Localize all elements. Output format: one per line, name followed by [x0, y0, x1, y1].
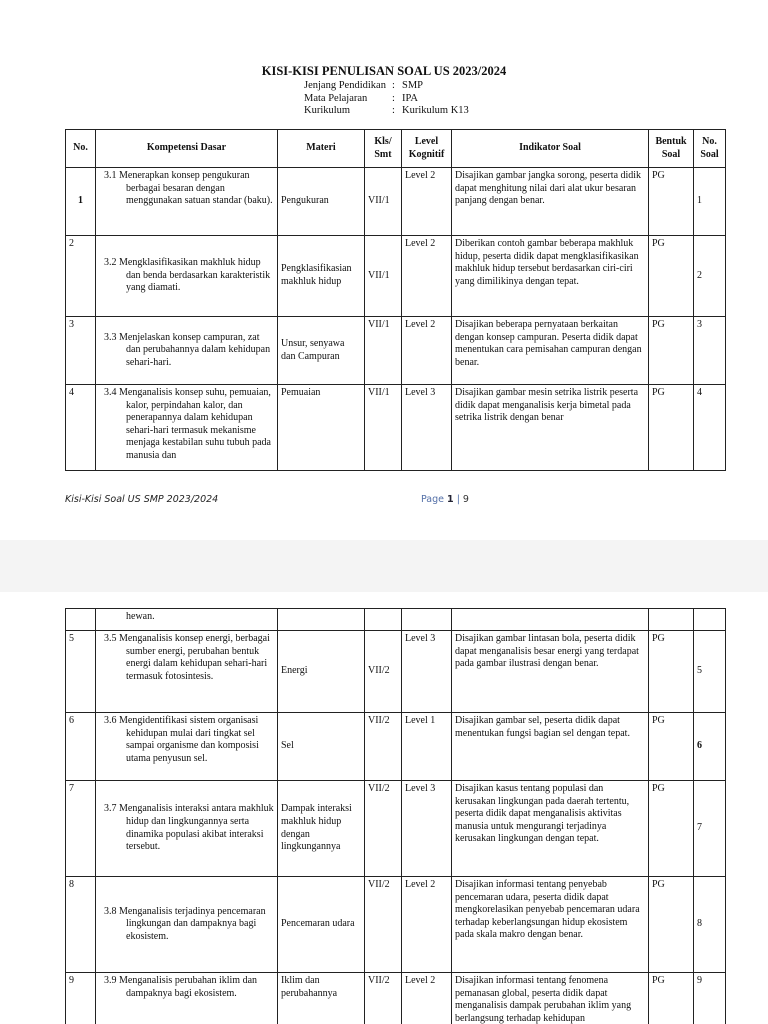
cell-materi: Pengukuran — [278, 168, 365, 236]
header-kls: Kls/ Smt — [365, 130, 402, 168]
cell-materi: Energi — [278, 631, 365, 713]
table-row — [66, 631, 726, 713]
cell-level: Level 3 — [402, 781, 452, 877]
footer-page-total: 9 — [462, 494, 469, 505]
header-materi: Materi — [278, 130, 365, 168]
cell-level: Level 2 — [402, 877, 452, 973]
meta-colon: : — [392, 105, 395, 116]
cell-no: 8 — [66, 877, 96, 973]
table-row — [66, 713, 726, 781]
cell-kd: 3.7 Menganalisis interaksi antara makhluk hidup dan lingkungannya serta dinamika populasi akibat interaksi tersebut. — [96, 781, 278, 877]
header-no: No. — [66, 130, 96, 168]
cell-bentuk: PG — [649, 713, 694, 781]
meta-colon: : — [392, 92, 395, 104]
table-row — [66, 781, 726, 877]
cell-materi: Unsur, senyawa dan Campuran — [278, 317, 365, 385]
cell-bentuk: PG — [649, 781, 694, 877]
cell-kls: VII/2 — [365, 631, 402, 713]
header-kd: Kompetensi Dasar — [96, 130, 278, 168]
cell-no: 6 — [66, 713, 96, 781]
table-row — [66, 877, 726, 973]
cell-kd: 3.9 Menganalisis perubahan iklim dan dampaknya bagi ekosistem. — [96, 973, 278, 1024]
cell-level: Level 2 — [402, 168, 452, 236]
cell-indikator — [452, 609, 649, 631]
cell-nosoal: 2 — [694, 236, 726, 317]
meta-key: Jenjang Pendidikan — [304, 80, 386, 91]
cell-kls: VII/1 — [365, 385, 402, 471]
cell-kls: VII/2 — [365, 713, 402, 781]
table-row — [66, 973, 726, 1024]
cell-nosoal: 9 — [694, 973, 726, 1024]
cell-indikator: Disajikan gambar mesin setrika listrik peserta didik dapat menganalisis kerja bimetal pada setrika listrik dengan benar — [452, 385, 649, 471]
cell-kls: VII/2 — [365, 781, 402, 877]
cell-level: Level 3 — [402, 385, 452, 471]
cell-kd: 3.8 Menganalisis terjadinya pencemaran lingkungan dan dampaknya bagi ekosistem. — [96, 877, 278, 973]
cell-materi: Sel — [278, 713, 365, 781]
cell-level: Level 3 — [402, 631, 452, 713]
cell-level: Level 1 — [402, 713, 452, 781]
meta-value: SMP — [402, 80, 424, 91]
cell-kls: VII/2 — [365, 877, 402, 973]
cell-kls: VII/2 — [365, 973, 402, 1024]
meta-row-mapel — [304, 93, 469, 106]
meta-colon: : — [392, 80, 395, 91]
cell-nosoal: 3 — [694, 317, 726, 385]
footer-document-name: Kisi-Kisi Soal US SMP 2023/2024 — [65, 494, 219, 505]
cell-nosoal: 7 — [694, 781, 726, 877]
cell-nosoal: 6 — [694, 713, 726, 781]
cell-level: Level 2 — [402, 317, 452, 385]
cell-materi: Iklim dan perubahannya — [278, 973, 365, 1024]
cell-materi: Pencemaran udara — [278, 877, 365, 973]
footer-page-word: Page — [421, 494, 444, 505]
cell-indikator: Disajikan informasi tentang fenomena pemanasan global, peserta didik dapat menganalisis dampak perubahan iklim yang berlangsung terhadap kehidupan — [452, 973, 649, 1024]
cell-bentuk: PG — [649, 317, 694, 385]
table-row — [66, 168, 726, 236]
cell-kd: 3.2 Mengklasifikasikan makhluk hidup dan benda berdasarkan karakteristik yang diamati. — [96, 236, 278, 317]
cell-bentuk: PG — [649, 877, 694, 973]
footer-page-current: 1 — [447, 494, 454, 505]
cell-kd: hewan. — [96, 609, 278, 631]
cell-materi — [278, 609, 365, 631]
cell-kd: 3.5 Menganalisis konsep energi, berbagai sumber energi, perubahan bentuk energi dalam kehidupan sehari-hari termasuk fotosintesis. — [96, 631, 278, 713]
cell-bentuk: PG — [649, 236, 694, 317]
table-row — [66, 317, 726, 385]
cell-kd: 3.6 Mengidentifikasi sistem organisasi kehidupan mulai dari tingkat sel sampai organisme dan komposisi utama penyusun sel. — [96, 713, 278, 781]
cell-indikator: Disajikan gambar lintasan bola, peserta didik dapat menganalisis besar energi yang terdapat pada gambar ilustrasi dengan benar. — [452, 631, 649, 713]
table-header-row — [66, 130, 726, 168]
cell-kls — [365, 609, 402, 631]
cell-indikator: Disajikan beberapa pernyataan berkaitan dengan konsep campuran. Peserta didik dapat menentukan cara pemisahan campuran dengan benar. — [452, 317, 649, 385]
meta-value: Kurikulum K13 — [402, 105, 469, 116]
cell-kd: 3.1 Menerapkan konsep pengukuran berbagai besaran dengan menggunakan satuan standar (baku). — [96, 168, 278, 236]
cell-nosoal: 4 — [694, 385, 726, 471]
cell-materi: Pengklasifikasian makhluk hidup — [278, 236, 365, 317]
meta-row-kurikulum — [304, 105, 469, 118]
cell-nosoal: 8 — [694, 877, 726, 973]
header-indikator: Indikator Soal — [452, 130, 649, 168]
header-bentuk: Bentuk Soal — [649, 130, 694, 168]
cell-kls: VII/1 — [365, 317, 402, 385]
cell-indikator: Diberikan contoh gambar beberapa makhluk hidup, peserta didik dapat mengklasifikasikan makhluk hidup tersebut berdasarkan ciri-ciri yang dimilikinya dengan tepat. — [452, 236, 649, 317]
document-page-2 — [0, 592, 768, 1024]
cell-nosoal: 5 — [694, 631, 726, 713]
table-row — [66, 385, 726, 471]
cell-nosoal — [694, 609, 726, 631]
cell-indikator: Disajikan kasus tentang populasi dan kerusakan lingkungan pada daerah tertentu, peserta didik dapat menganalisis aktivitas manusia untuk mengurangi terjadinya kerusakan lingkungan dengan tepat. — [452, 781, 649, 877]
cell-indikator: Disajikan gambar jangka sorong, peserta didik dapat menghitung nilai dari alat ukur besaran panjang dengan benar. — [452, 168, 649, 236]
cell-no: 1 — [66, 168, 96, 236]
cell-no: 2 — [66, 236, 96, 317]
cell-bentuk: PG — [649, 385, 694, 471]
cell-kd: 3.4 Menganalisis konsep suhu, pemuaian, kalor, perpindahan kalor, dan penerapannya dalam kehidupan sehari-hari termasuk mekanisme menjaga kestabilan suhu tubuh pada manusia dan — [96, 385, 278, 471]
cell-kd: 3.3 Menjelaskan konsep campuran, zat dan perubahannya dalam kehidupan sehari-hari. — [96, 317, 278, 385]
cell-level — [402, 609, 452, 631]
cell-indikator: Disajikan gambar sel, peserta didik dapat menentukan fungsi bagian sel dengan tepat. — [452, 713, 649, 781]
document-meta — [304, 80, 469, 118]
table-row-continuation — [66, 609, 726, 631]
cell-materi: Pemuaian — [278, 385, 365, 471]
cell-level: Level 2 — [402, 236, 452, 317]
cell-bentuk: PG — [649, 631, 694, 713]
cell-no: 9 — [66, 973, 96, 1024]
cell-bentuk: PG — [649, 973, 694, 1024]
cell-no: 5 — [66, 631, 96, 713]
document-title: KISI-KISI PENULISAN SOAL US 2023/2024 — [261, 64, 507, 78]
cell-kls: VII/1 — [365, 168, 402, 236]
meta-key: Kurikulum — [304, 105, 351, 116]
cell-bentuk: PG — [649, 168, 694, 236]
cell-nosoal: 1 — [694, 168, 726, 236]
header-nosoal: No. Soal — [694, 130, 726, 168]
cell-materi: Dampak interaksi makhluk hidup dengan lingkungannya — [278, 781, 365, 877]
cell-level: Level 2 — [402, 973, 452, 1024]
meta-key: Mata Pelajaran — [304, 92, 368, 104]
meta-row-jenjang — [304, 80, 469, 93]
cell-bentuk — [649, 609, 694, 631]
footer-page-number — [421, 494, 469, 505]
kisi-table-page-1 — [65, 129, 726, 471]
kisi-table-page-2 — [65, 608, 726, 1024]
page-gap — [0, 540, 768, 592]
table-row — [66, 236, 726, 317]
cell-no: 4 — [66, 385, 96, 471]
footer-separator: | — [456, 494, 460, 505]
cell-kls: VII/1 — [365, 236, 402, 317]
header-level: Level Kognitif — [402, 130, 452, 168]
cell-no — [66, 609, 96, 631]
cell-indikator: Disajikan informasi tentang penyebab pencemaran udara, peserta didik dapat mengkorelasikan penyebab pencemaran udara terhadap keberlangsungan hidup ekosistem pada skala makro dengan benar. — [452, 877, 649, 973]
cell-no: 3 — [66, 317, 96, 385]
cell-no: 7 — [66, 781, 96, 877]
meta-value: IPA — [402, 92, 418, 104]
